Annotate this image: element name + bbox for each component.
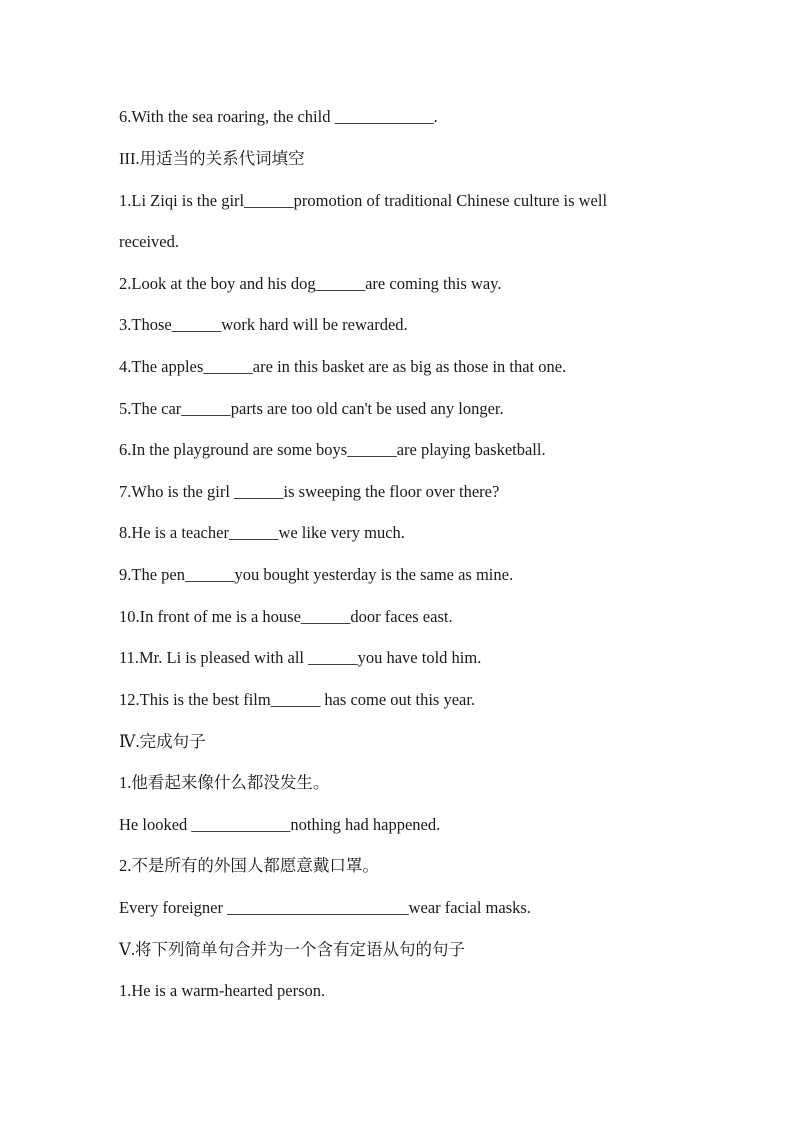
section-v-heading: Ⅴ.将下列简单句合并为一个含有定语从句的句子 bbox=[119, 940, 466, 959]
question-iii-11: 11.Mr. Li is pleased with all ______you have told him. bbox=[119, 648, 482, 667]
question-iii-3: 3.Those______work hard will be rewarded. bbox=[119, 315, 408, 334]
question-iv-1-chinese: 1.他看起来像什么都没发生。 bbox=[119, 773, 330, 792]
question-iii-7: 7.Who is the girl ______is sweeping the floor over there? bbox=[119, 482, 500, 501]
question-iv-1-english: He looked ____________nothing had happened. bbox=[119, 815, 441, 834]
question-iii-5: 5.The car______parts are too old can't be used any longer. bbox=[119, 399, 504, 418]
section-iv-heading: Ⅳ.完成句子 bbox=[119, 732, 206, 751]
question-v-1: 1.He is a warm-hearted person. bbox=[119, 981, 326, 1000]
question-iii-12: 12.This is the best film______ has come out this year. bbox=[119, 690, 476, 709]
question-iii-10: 10.In front of me is a house______door faces east. bbox=[119, 607, 453, 626]
question-iii-9: 9.The pen______you bought yesterday is the same as mine. bbox=[119, 565, 514, 584]
question-iii-6: 6.In the playground are some boys______are playing basketball. bbox=[119, 440, 546, 459]
question-6-sea-roaring: 6.With the sea roaring, the child ____________. bbox=[119, 107, 438, 126]
question-iv-2-english: Every foreigner ______________________wear facial masks. bbox=[119, 898, 531, 917]
question-iv-2-chinese: 2.不是所有的外国人都愿意戴口罩。 bbox=[119, 856, 379, 875]
question-iii-1: 1.Li Ziqi is the girl______promotion of traditional Chinese culture is well bbox=[119, 191, 608, 210]
question-iii-2: 2.Look at the boy and his dog______are coming this way. bbox=[119, 274, 502, 293]
question-iii-4: 4.The apples______are in this basket are as big as those in that one. bbox=[119, 357, 567, 376]
question-iii-1-continued: received. bbox=[119, 232, 179, 251]
question-iii-8: 8.He is a teacher______we like very much. bbox=[119, 523, 405, 542]
section-iii-heading: III.用适当的关系代词填空 bbox=[119, 149, 305, 168]
